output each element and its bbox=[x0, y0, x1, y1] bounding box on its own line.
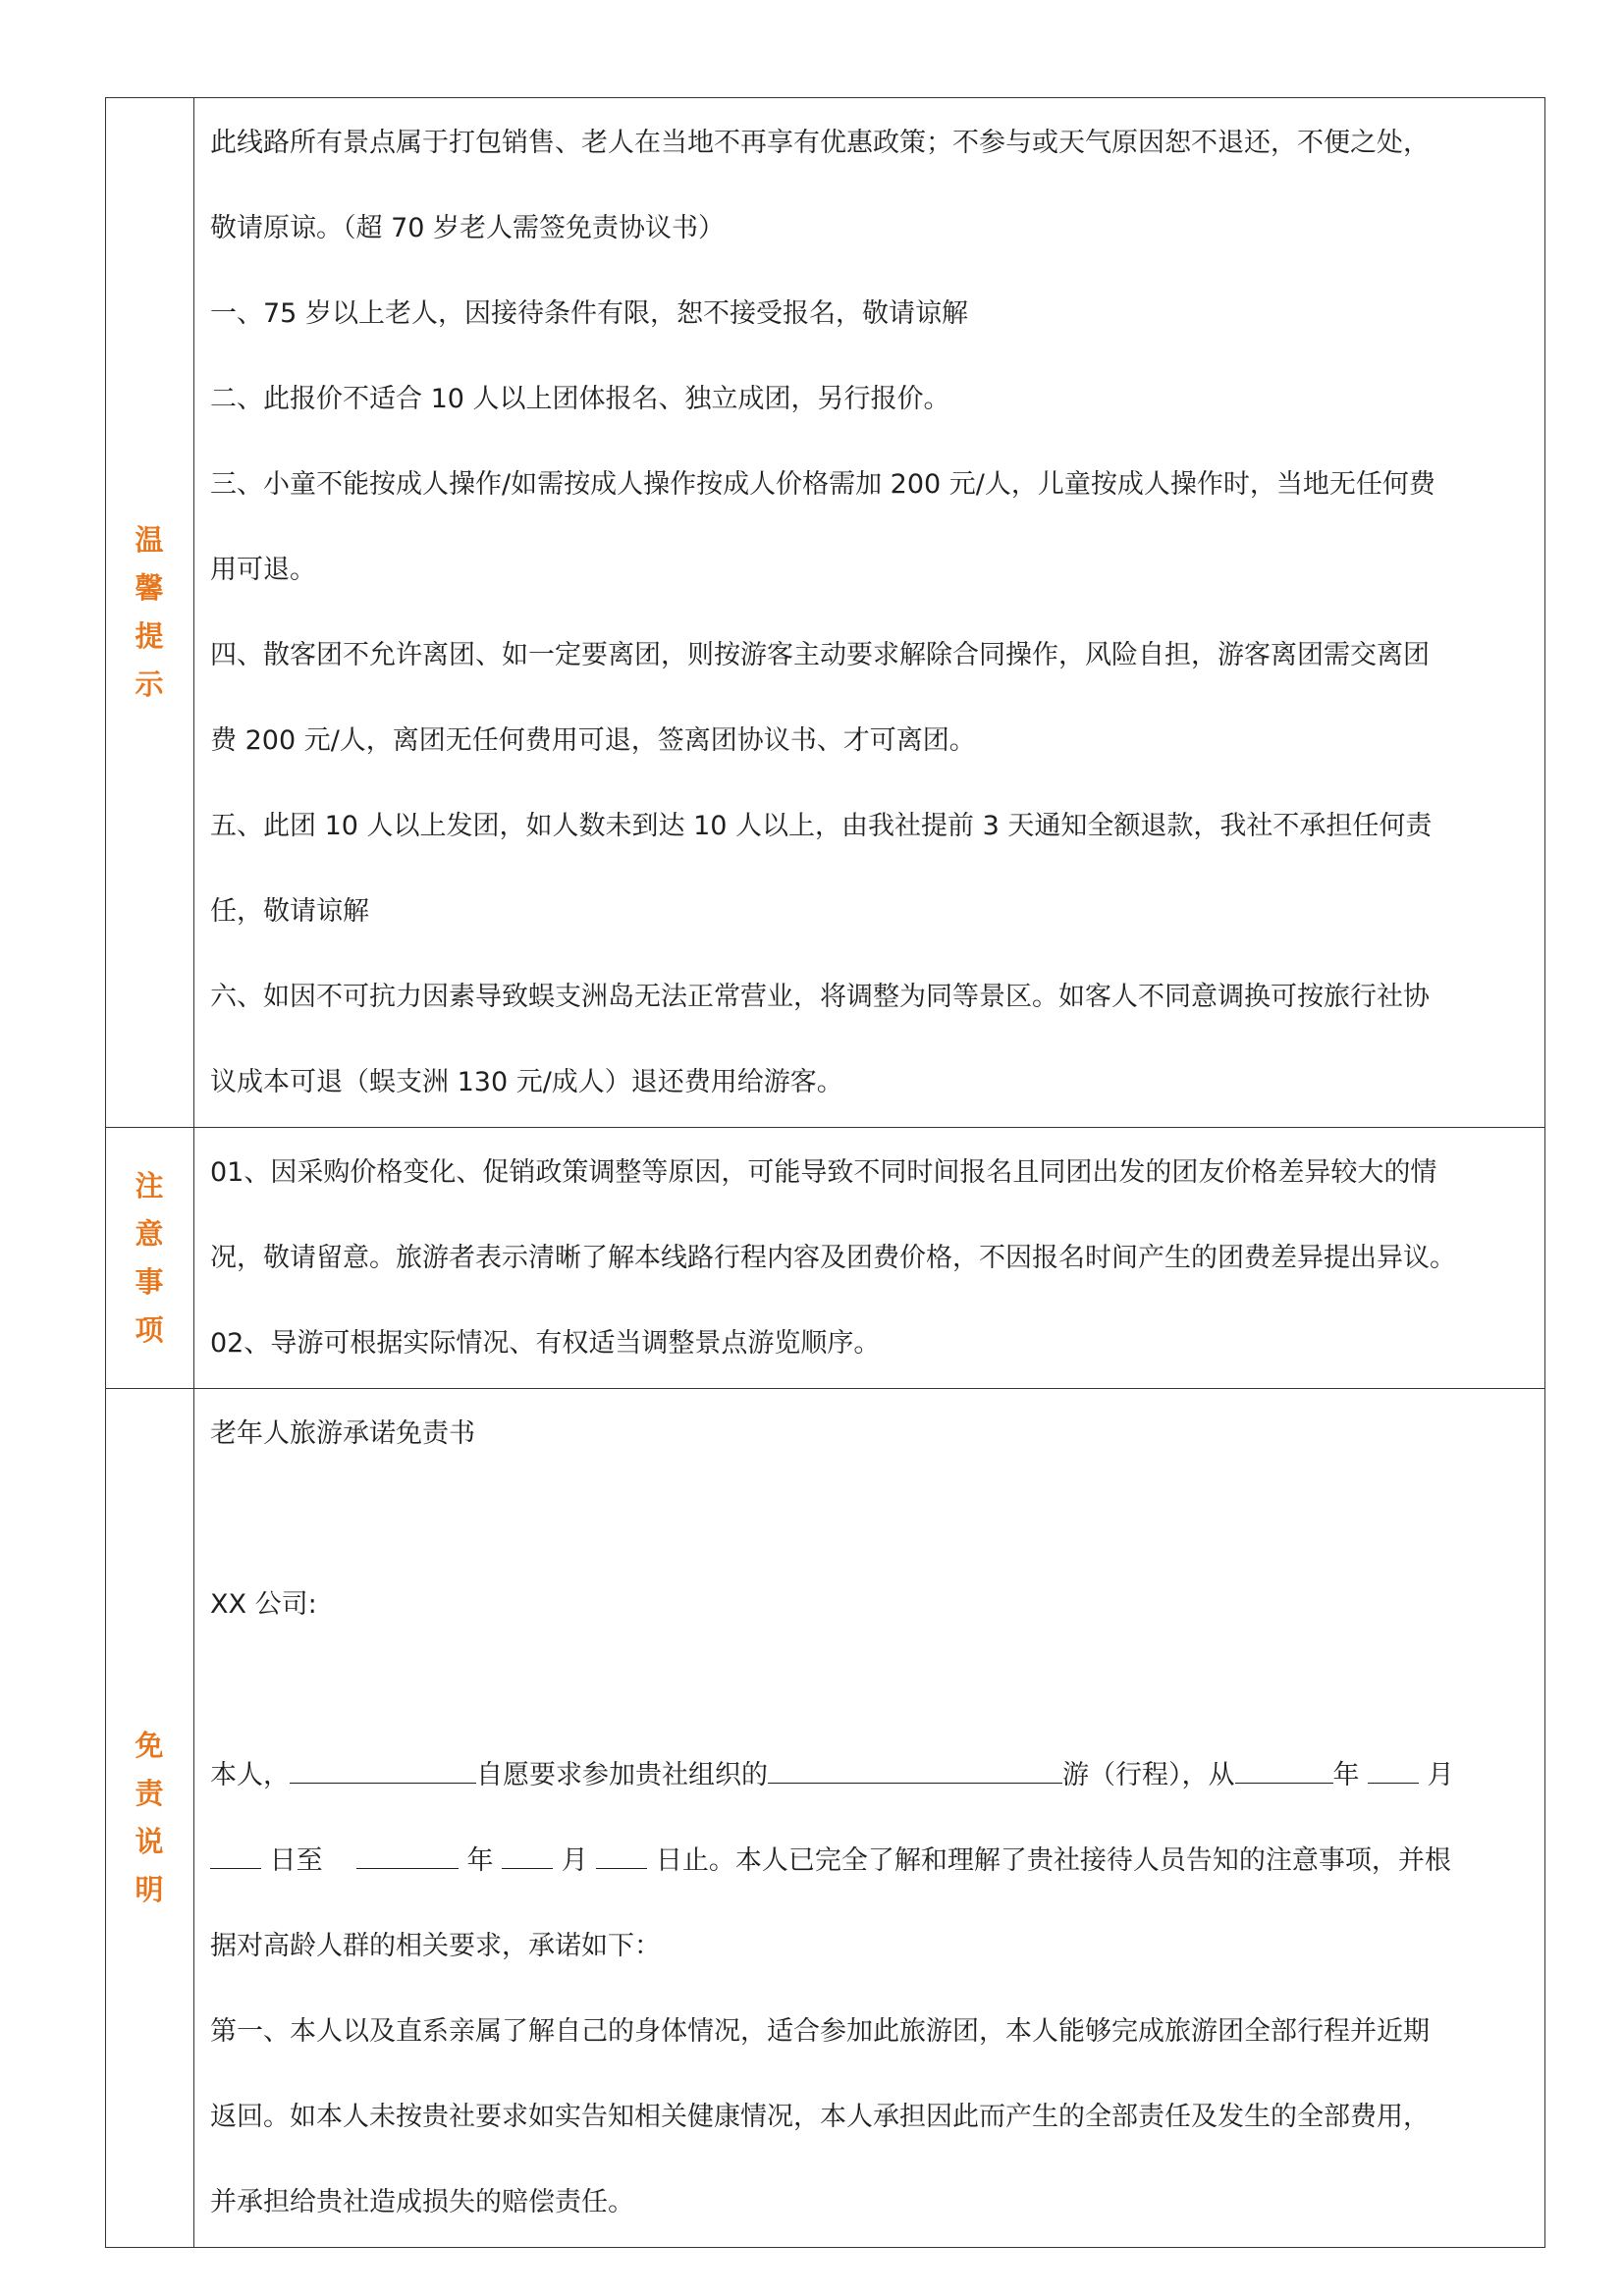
disclaimer-label: 免责说明 bbox=[135, 1729, 165, 1906]
notes-label: 注意事项 bbox=[135, 1168, 165, 1347]
notes-line: 况，敬请留意。旅游者表示清晰了解本线路行程内容及团费价格，不因报名时间产生的团费差异提出异议。 bbox=[210, 1243, 1456, 1273]
tips-line: 费 200 元/人，离团无任何费用可退，签离团协议书、才可离团。 bbox=[210, 725, 976, 756]
tips-line: 六、如因不可抗力因素导致蜈支洲岛无法正常营业，将调整为同等景区。如客人不同意调换可按旅行社协 bbox=[210, 982, 1430, 1012]
disclaimer-line: 据对高龄人群的相关要求，承诺如下： bbox=[210, 1931, 661, 1961]
disclaimer-label-cell bbox=[106, 1389, 194, 2248]
form-text: 游（行程），从 bbox=[1062, 1760, 1235, 1790]
disclaimer-line: 返回。如本人未按贵社要求如实告知相关健康情况，本人承担因此而产生的全部责任及发生的全部费用， bbox=[210, 2102, 1430, 2132]
disclaimer-line: 并承担给贵社造成损失的赔偿责任。 bbox=[210, 2187, 634, 2217]
tips-line: 任，敬请谅解 bbox=[210, 896, 369, 927]
disclaimer-row bbox=[106, 1389, 1545, 2248]
start-month-blank[interactable] bbox=[1368, 1753, 1419, 1784]
spacer bbox=[210, 1647, 1531, 1733]
tips-line: 四、散客团不允许离团、如一定要离团，则按游客主动要求解除合同操作，风险自担，游客离团需交离团 bbox=[210, 640, 1430, 670]
form-text: 年 bbox=[466, 1845, 494, 1876]
disclaimer-form-line bbox=[210, 1818, 1531, 1903]
disclaimer-title: 老年人旅游承诺免责书 bbox=[210, 1418, 475, 1449]
tips-line: 敬请原谅。（超 70 岁老人需签免责协议书） bbox=[210, 213, 726, 243]
tips-content bbox=[194, 98, 1545, 1128]
tips-line: 议成本可退（蜈支洲 130 元/成人）退还费用给游客。 bbox=[210, 1067, 843, 1097]
form-text: 本人， bbox=[210, 1760, 290, 1790]
disclaimer-content bbox=[194, 1389, 1545, 2248]
tips-row bbox=[106, 98, 1545, 1128]
tips-line: 一、75 岁以上老人，因接待条件有限，恕不接受报名，敬请谅解 bbox=[210, 298, 968, 329]
tips-line: 五、此团 10 人以上发团，如人数未到达 10 人以上，由我社提前 3 天通知全额退款，我社不承担任何责 bbox=[210, 811, 1433, 841]
notes-row bbox=[106, 1128, 1545, 1389]
notes-line: 01、因采购价格变化、促销政策调整等原因，可能导致不同时间报名且同团出发的团友价格差异较大的情 bbox=[210, 1157, 1437, 1188]
form-text: 月 bbox=[561, 1845, 588, 1876]
tips-line: 二、此报价不适合 10 人以上团体报名、独立成团，另行报价。 bbox=[210, 384, 950, 414]
end-day-blank[interactable] bbox=[596, 1839, 647, 1869]
tips-line: 用可退。 bbox=[210, 555, 316, 585]
tips-label: 温馨提示 bbox=[135, 523, 165, 701]
tour-blank[interactable] bbox=[768, 1753, 1062, 1784]
notes-content bbox=[194, 1128, 1545, 1389]
tips-line: 三、小童不能按成人操作/如需按成人操作按成人价格需加 200 元/人，儿童按成人操作时，当地无任何费 bbox=[210, 469, 1435, 500]
itinerary-table bbox=[105, 97, 1545, 2248]
end-month-blank[interactable] bbox=[502, 1839, 553, 1869]
disclaimer-addressee: XX 公司: bbox=[210, 1589, 317, 1620]
start-year-blank[interactable] bbox=[1235, 1753, 1333, 1784]
tips-label-cell bbox=[106, 98, 194, 1128]
disclaimer-line: 第一、本人以及直系亲属了解自己的身体情况，适合参加此旅游团，本人能够完成旅游团全部行程并近期 bbox=[210, 2016, 1430, 2047]
notes-label-cell bbox=[106, 1128, 194, 1389]
start-day-blank[interactable] bbox=[210, 1839, 261, 1869]
form-text: 日止。本人已完全了解和理解了贵社接待人员告知的注意事项，并根 bbox=[655, 1845, 1451, 1876]
form-text: 日至 bbox=[269, 1845, 323, 1876]
end-year-blank[interactable] bbox=[356, 1839, 459, 1869]
notes-line: 02、导游可根据实际情况、有权适当调整景点游览顺序。 bbox=[210, 1328, 881, 1359]
disclaimer-form-line bbox=[210, 1733, 1531, 1818]
name-blank[interactable] bbox=[290, 1753, 476, 1784]
spacer bbox=[210, 1476, 1531, 1562]
form-text: 年 bbox=[1332, 1760, 1360, 1790]
tips-line: 此线路所有景点属于打包销售、老人在当地不再享有优惠政策；不参与或天气原因恕不退还，不便之处， bbox=[210, 128, 1430, 158]
form-text: 月 bbox=[1427, 1760, 1454, 1790]
form-text: 自愿要求参加贵社组织的 bbox=[476, 1760, 768, 1790]
